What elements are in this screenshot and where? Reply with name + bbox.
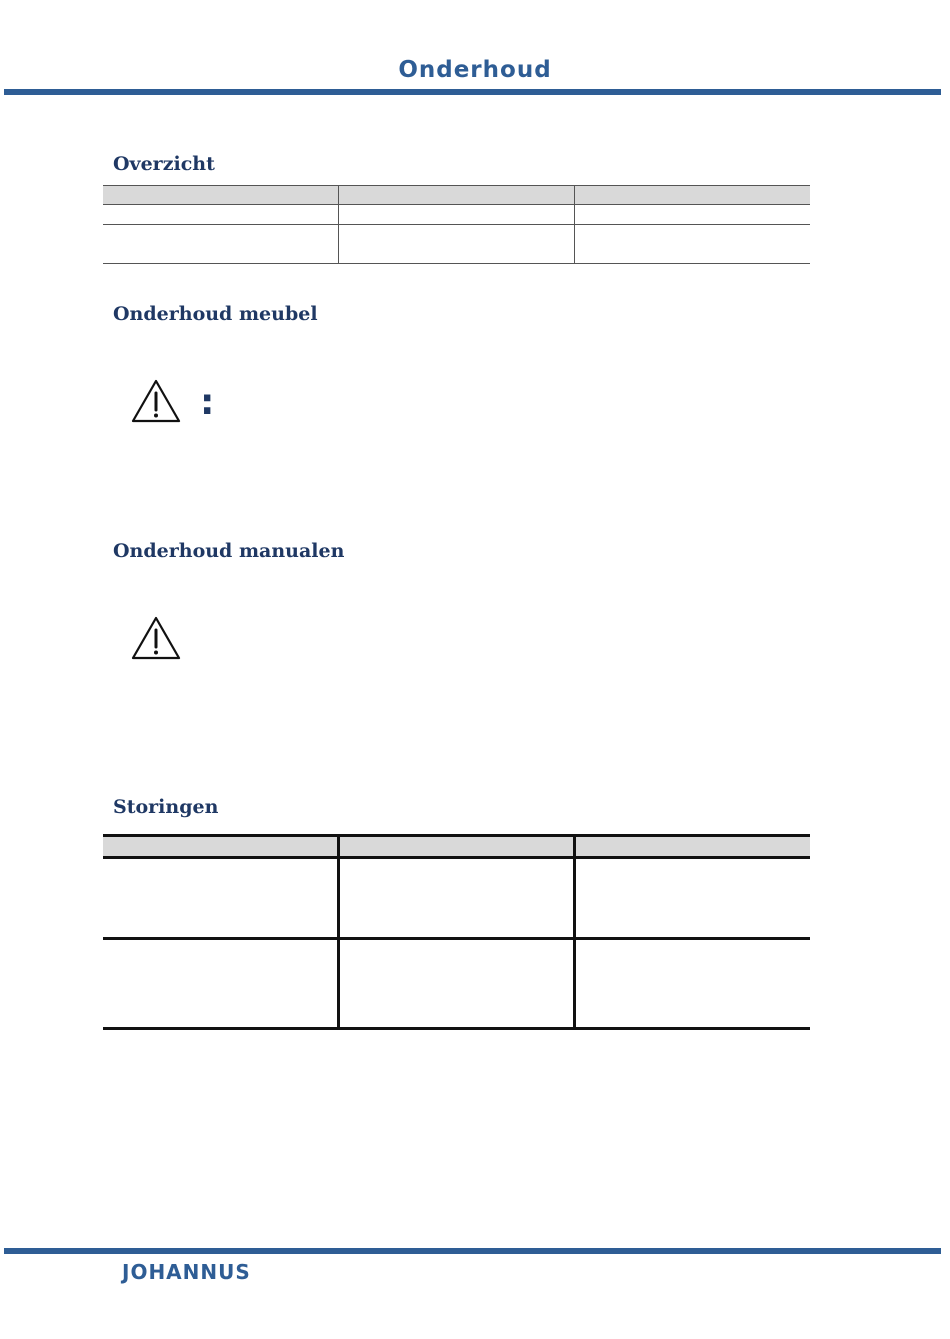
section-title-overzicht: Overzicht (113, 153, 215, 175)
section-title-storingen: Storingen (113, 796, 219, 818)
table-cell (339, 205, 575, 225)
table-cell (574, 858, 810, 939)
overview-table (103, 185, 810, 264)
table-header-row (103, 836, 810, 858)
table-cell (103, 858, 339, 939)
table-header-cell (103, 836, 339, 858)
footer-rule (4, 1248, 941, 1254)
table-header-cell (574, 836, 810, 858)
table-cell (574, 205, 810, 225)
table-row (103, 225, 810, 264)
table-header-cell (339, 836, 575, 858)
table-header-cell (103, 186, 339, 205)
warning-colon: : (200, 382, 215, 423)
warning-triangle-icon (130, 615, 182, 661)
table-header-cell (574, 186, 810, 205)
header-rule (4, 89, 941, 95)
table-row (103, 858, 810, 939)
warning-triangle-icon (130, 378, 182, 424)
table-row (103, 205, 810, 225)
page-header-title: Onderhoud (398, 57, 552, 83)
table-row (103, 939, 810, 1029)
table-cell (103, 225, 339, 264)
footer-brand-logo: JOHANNUS (122, 1260, 251, 1284)
table-cell (574, 939, 810, 1029)
table-cell (103, 939, 339, 1029)
table-cell (103, 205, 339, 225)
table-cell (574, 225, 810, 264)
faults-table (103, 834, 810, 1030)
section-title-meubel: Onderhoud meubel (113, 303, 318, 325)
section-title-manualen: Onderhoud manualen (113, 540, 345, 562)
table-cell (339, 225, 575, 264)
table-header-row (103, 186, 810, 205)
table-cell (339, 939, 575, 1029)
table-header-cell (339, 186, 575, 205)
table-cell (339, 858, 575, 939)
